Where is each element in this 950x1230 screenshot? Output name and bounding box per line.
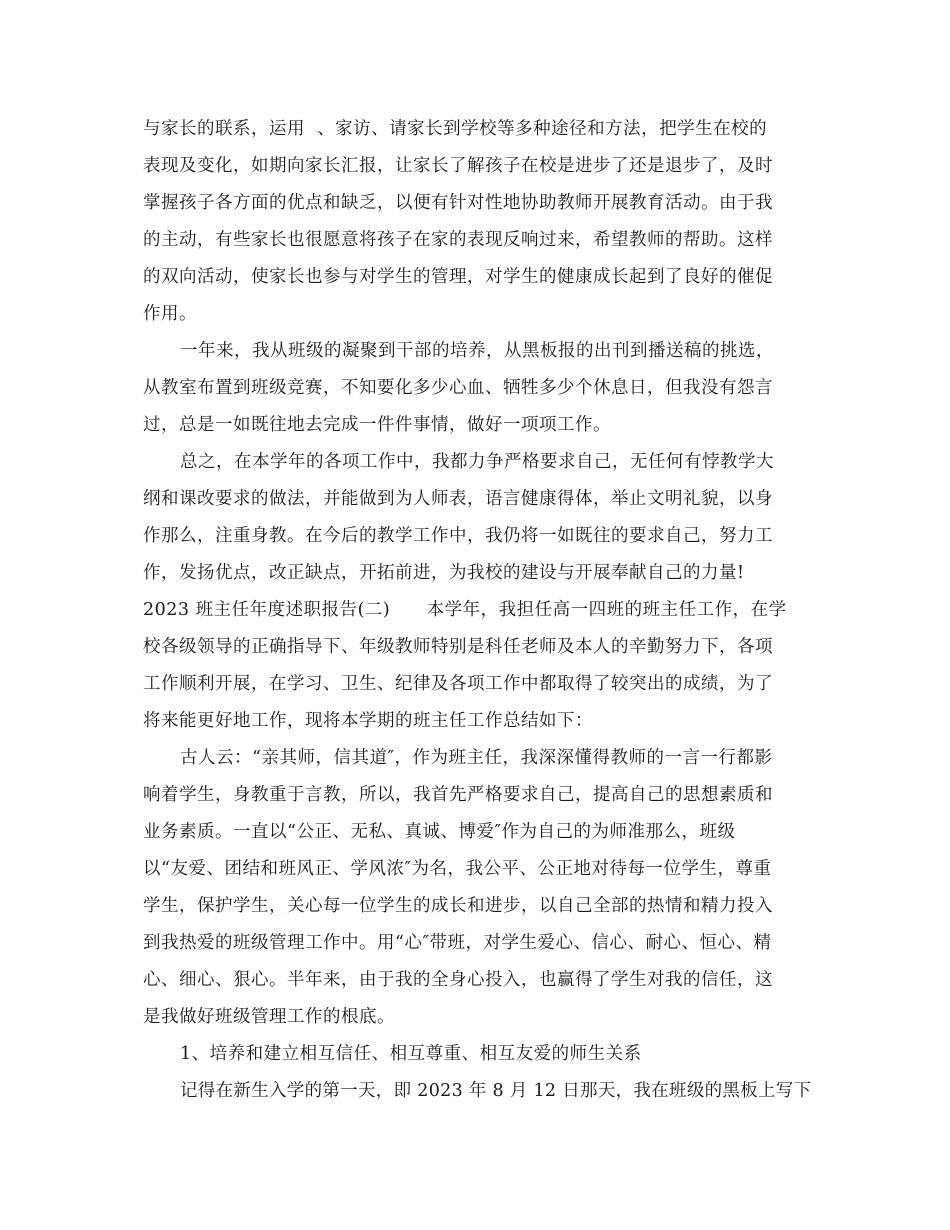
text-line: 将来能更好地工作，现将本学期的班主任工作总结如下： (143, 711, 593, 731)
text-line: 从教室布置到班级竞赛，不知要化多少心血、牺牲多少个休息日，但我没有怨言 (143, 378, 773, 398)
paragraph-start-line: 古人云：“亲其师，信其道″，作为班主任，我深深懂得教师的一言一行都影 (180, 748, 773, 768)
paragraph-start-line: 一年来，我从班级的凝聚到干部的培养，从黑板报的出刊到播送稿的挑选， (180, 341, 774, 361)
paragraph-start-line: 总之，在本学年的各项工作中，我都力争严格要求自己，无任何有悖教学大 (180, 452, 774, 472)
text-line: 到我热爱的班级管理工作中。用“心″带班，对学生爱心、信心、耐心、恒心、精 (143, 933, 772, 953)
paragraph-start-line: 记得在新生入学的第一天，即 2023 年 8 月 12 日那天，我在班级的黑板上写下 (180, 1081, 812, 1101)
text-line: 的主动，有些家长也很愿意将孩子在家的表现反响过来，希望教师的帮助。这样 (143, 230, 773, 250)
text-line: 是我做好班级管理工作的根底。 (143, 1007, 395, 1027)
text-line: 心、细心、狠心。半年来，由于我的全身心投入，也赢得了学生对我的信任，这 (143, 970, 773, 990)
section-heading-line: 2023 班主任年度述职报告(二) 本学年，我担任高一四班的班主任工作，在学 (143, 600, 787, 620)
text-line: 响着学生，身教重于言教，所以，我首先严格要求自己，提高自己的思想素质和 (143, 785, 773, 805)
text-line: 表现及变化，如期向家长汇报，让家长了解孩子在校是进步了还是退步了，及时 (143, 156, 773, 176)
numbered-heading-line: 1、培养和建立相互信任、相互尊重、相互友爱的师生关系 (180, 1044, 642, 1064)
text-line: 的双向活动，使家长也参与对学生的管理，对学生的健康成长起到了良好的催促 (143, 267, 773, 287)
text-line: 业务素质。一直以“公正、无私、真诚、博爱″作为自己的为师准那么，班级 (143, 822, 736, 842)
text-line: 过，总是一如既往地去完成一件件事情，做好一项项工作。 (143, 415, 611, 435)
text-line: 作用。 (143, 304, 197, 324)
text-line: 掌握孩子各方面的优点和缺乏，以便有针对性地协助教师开展教育活动。由于我 (143, 193, 773, 213)
text-line: 校各级领导的正确指导下、年级教师特别是科任老师及本人的辛勤努力下，各项 (143, 637, 773, 657)
text-line: 与家长的联系，运用 、家访、请家长到学校等多种途径和方法，把学生在校的 (143, 119, 768, 139)
text-line: 工作顺利开展，在学习、卫生、纪律及各项工作中都取得了较突出的成绩，为了 (143, 674, 773, 694)
text-line: 作那么，注重身教。在今后的教学工作中，我仍将一如既往的要求自己，努力工 (143, 526, 773, 546)
text-line: 作，发扬优点，改正缺点，开拓前进，为我校的建设与开展奉献自己的力量! (143, 563, 745, 583)
text-line: 学生，保护学生，关心每一位学生的成长和进步，以自己全部的热情和精力投入 (143, 896, 773, 916)
text-line: 纲和课改要求的做法，并能做到为人师表，语言健康得体，举止文明礼貌，以身 (143, 489, 773, 509)
text-line: 以“友爱、团结和班风正、学风浓″为名，我公平、公正地对待每一位学生，尊重 (143, 859, 772, 879)
